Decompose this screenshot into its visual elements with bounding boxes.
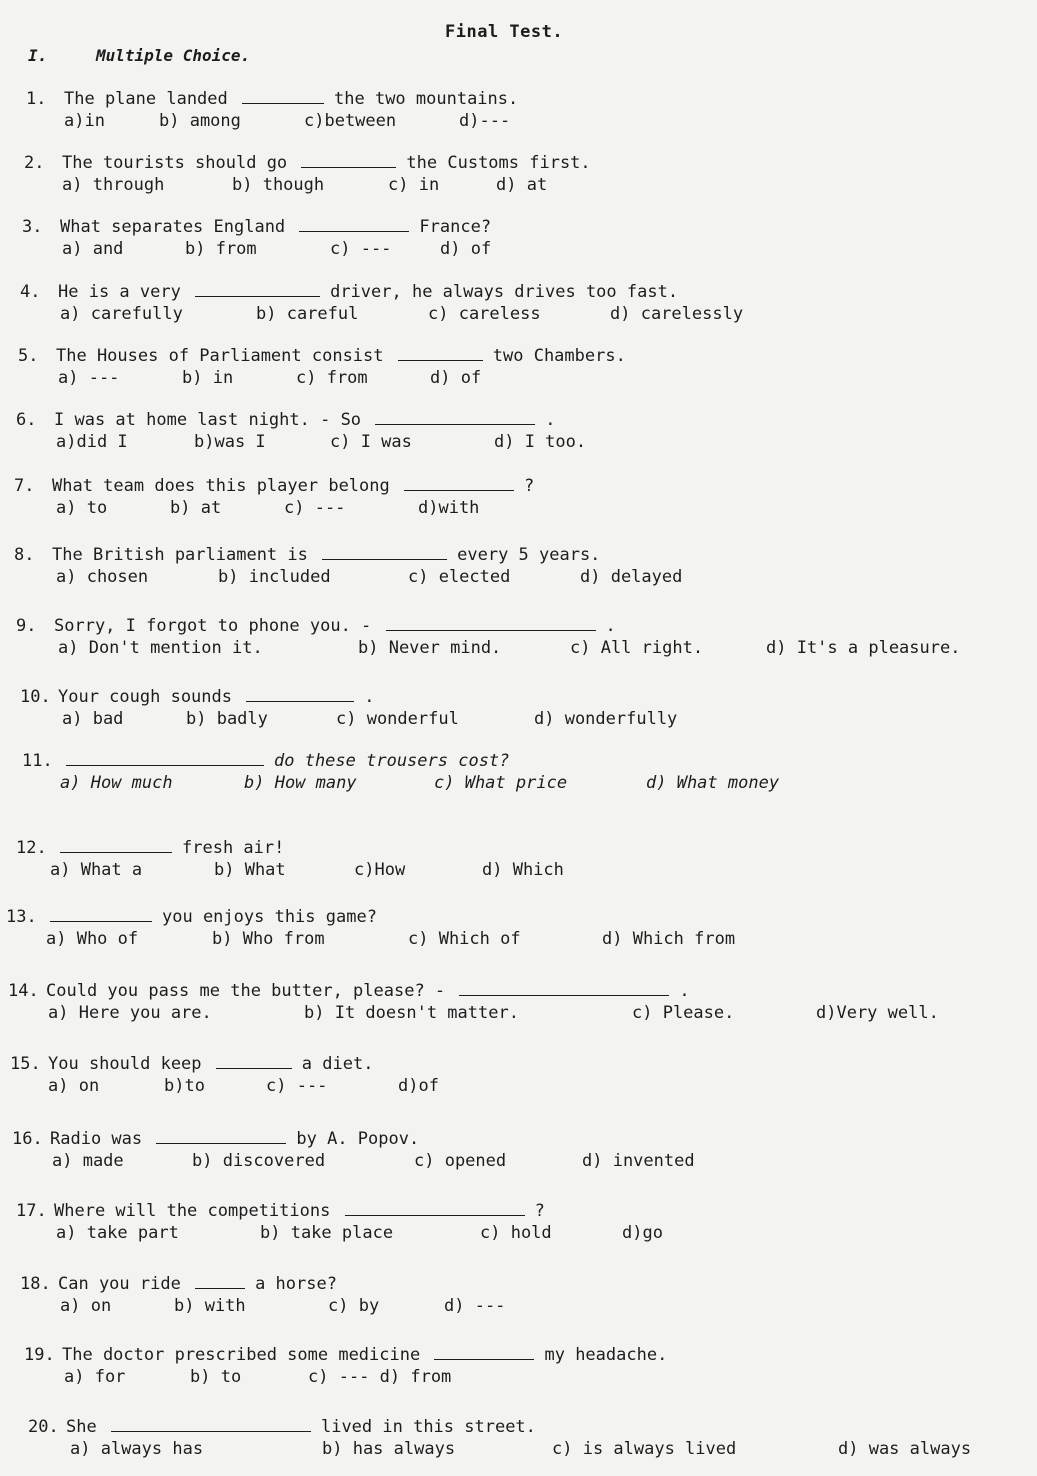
answer-option[interactable]: a) Don't mention it. [58,638,263,658]
answer-options [14,497,534,519]
question-text-before: The British parliament is [52,545,308,565]
answer-option[interactable]: b) discovered [192,1151,326,1171]
answer-option[interactable]: a) chosen [56,567,149,587]
question-text-after: you enjoys this game? [162,907,377,927]
answer-option[interactable]: b) from [185,239,257,259]
answer-options [16,431,587,453]
answer-option[interactable]: c) What price [434,773,568,793]
answer-options [20,303,744,325]
answer-option[interactable]: c) by [328,1296,380,1316]
question-number: 18. [20,1274,51,1294]
answer-option[interactable]: c) is always lived [552,1439,737,1459]
answer-options [16,859,564,881]
answer-option[interactable]: d) wonderfully [534,709,678,729]
answer-option[interactable]: c) elected [408,567,511,587]
question-text-before: You should keep [48,1054,202,1074]
answer-option[interactable]: b) Never mind. [358,638,502,658]
answer-options [16,1222,663,1244]
question-text-after: France? [419,217,492,237]
question-stem [14,544,600,566]
answer-blank[interactable] [156,1129,286,1144]
answer-option[interactable]: a) Who of [46,929,139,949]
question-item [16,409,587,453]
answer-option[interactable]: d) It's a pleasure. [766,638,961,658]
question-number: 10. [20,687,51,707]
answer-option[interactable]: d)Very well. [816,1003,939,1023]
answer-option[interactable]: c) opened [414,1151,507,1171]
answer-option[interactable]: d) delayed [580,567,683,587]
answer-option[interactable]: b) with [174,1296,246,1316]
answer-option[interactable]: d)with [418,498,480,518]
question-item [6,906,736,950]
question-number: 3. [22,217,43,237]
question-number: 9. [16,616,37,636]
answer-blank[interactable] [398,346,483,361]
question-item [20,1273,506,1317]
question-stem [8,980,690,1002]
question-number: 1. [26,89,47,109]
answer-option[interactable]: c)How [354,860,406,880]
answer-option[interactable]: d) invented [582,1151,695,1171]
answer-option[interactable]: c) --- [266,1076,328,1096]
answer-options [8,1002,939,1024]
answer-blank[interactable] [375,410,535,425]
question-number: 20. [28,1417,59,1437]
answer-option[interactable]: d) Which from [602,929,736,949]
question-stem [18,345,626,367]
question-number: 14. [8,981,39,1001]
answer-option[interactable]: c) Which of [408,929,521,949]
answer-option[interactable]: c)between [304,111,397,131]
answer-option[interactable]: a) to [56,498,108,518]
answer-options [14,566,683,588]
answer-option[interactable]: c) --- d) from [308,1367,452,1387]
section-heading [28,46,250,65]
answer-options [10,1075,439,1097]
answer-option[interactable]: d) at [496,175,548,195]
question-stem [16,837,284,859]
answer-option[interactable]: a) carefully [60,304,183,324]
question-item [20,686,678,730]
answer-option[interactable]: c) careless [428,304,541,324]
answer-blank[interactable] [246,687,354,702]
answer-option[interactable]: d) Which [482,860,564,880]
answer-options [22,238,491,260]
answer-option[interactable]: a) made [52,1151,124,1171]
answer-option[interactable]: a) --- [58,368,120,388]
answer-option[interactable]: a) for [64,1367,126,1387]
answer-option[interactable]: b) at [170,498,222,518]
answer-option[interactable]: b) has always [322,1439,456,1459]
answer-option[interactable]: d) --- [444,1296,506,1316]
answer-option[interactable]: d)--- [459,111,511,131]
question-text-after: a diet. [301,1054,374,1074]
question-item [10,1053,439,1097]
answer-blank[interactable] [345,1201,525,1216]
question-stem [24,1344,667,1366]
answer-blank[interactable] [434,1345,534,1360]
answer-option[interactable]: a) and [62,239,124,259]
answer-option[interactable]: d) of [440,239,492,259]
answer-option[interactable]: b) It doesn't matter. [304,1003,519,1023]
question-item [8,980,939,1024]
question-item [18,345,626,389]
question-text-after: the Customs first. [406,153,591,173]
question-text-after: . [679,981,690,1001]
question-text-after: do these trousers cost? [274,751,510,771]
answer-option[interactable]: a) What a [50,860,143,880]
question-item [22,750,780,794]
question-item [16,1200,663,1244]
question-number: 2. [24,153,45,173]
answer-option[interactable]: c) All right. [570,638,704,658]
question-text-after: ? [524,476,535,496]
answer-option[interactable]: d) I too. [494,432,587,452]
question-text-before: Where will the competitions [54,1201,331,1221]
question-item [16,615,961,659]
answer-option[interactable]: b)was I [194,432,266,452]
question-number: 11. [22,751,53,771]
question-item [26,88,518,132]
question-number: 5. [18,346,39,366]
question-text-before: The Houses of Parliament consist [56,346,384,366]
answer-option[interactable]: c) in [388,175,440,195]
question-stem [16,615,616,637]
answer-option[interactable]: b) though [232,175,325,195]
answer-option[interactable]: c) --- [330,239,392,259]
question-text-before: Radio was [50,1129,143,1149]
question-text-before: The tourists should go [62,153,288,173]
answer-blank[interactable] [299,217,409,232]
question-text-after: a horse? [255,1274,337,1294]
answer-option[interactable]: a) Here you are. [48,1003,212,1023]
question-number: 7. [14,476,35,496]
question-stem [16,1200,545,1222]
question-text-after: . [605,616,616,636]
answer-option[interactable]: b) in [182,368,234,388]
answer-blank[interactable] [459,981,669,996]
answer-option[interactable]: d)go [622,1223,663,1243]
answer-blank[interactable] [242,89,324,104]
question-item [28,1416,972,1460]
question-text-after: two Chambers. [492,346,626,366]
answer-option[interactable]: d) was always [838,1439,972,1459]
question-number: 16. [12,1129,43,1149]
answer-option[interactable]: b) What [214,860,286,880]
question-item [24,152,591,196]
question-stem [20,1273,337,1295]
answer-option[interactable]: c) wonderful [336,709,459,729]
answer-blank[interactable] [216,1054,292,1069]
answer-blank[interactable] [301,153,396,168]
question-text-before: Your cough sounds [58,687,232,707]
question-stem [22,216,491,238]
question-text-after: ? [534,1201,545,1221]
question-stem [24,152,591,174]
answer-options [24,174,591,196]
answer-blank[interactable] [404,476,514,491]
answer-blank[interactable] [60,838,172,853]
answer-options [6,928,736,950]
answer-option[interactable]: c) --- [284,498,346,518]
question-item [16,837,564,881]
question-text-before: The doctor prescribed some medicine [62,1345,421,1365]
answer-option[interactable]: d) What money [646,773,780,793]
question-stem [16,409,556,431]
section-name: Multiple Choice. [96,46,251,65]
question-text-after: every 5 years. [457,545,601,565]
answer-blank[interactable] [322,545,447,560]
answer-options [18,367,626,389]
answer-blank[interactable] [195,282,320,297]
question-text-after: . [364,687,375,707]
answer-option[interactable]: b)to [164,1076,205,1096]
answer-option[interactable]: b) Who from [212,929,325,949]
question-stem [6,906,377,928]
answer-option[interactable]: a) How much [60,773,173,793]
answer-option[interactable]: d) of [430,368,482,388]
answer-option[interactable]: a)did I [56,432,128,452]
question-text-before: What separates England [60,217,286,237]
answer-option[interactable]: b) to [190,1367,242,1387]
question-number: 6. [16,410,37,430]
question-text-after: fresh air! [182,838,285,858]
question-text-after: the two mountains. [334,89,519,109]
question-text-after: . [545,410,556,430]
answer-option[interactable]: a) take part [56,1223,179,1243]
answer-options [24,1366,667,1388]
answer-options [20,708,678,730]
answer-blank[interactable] [50,907,152,922]
question-item [20,281,744,325]
answer-blank[interactable] [111,1417,311,1432]
answer-option[interactable]: d)of [398,1076,439,1096]
answer-blank[interactable] [195,1274,245,1289]
question-stem [22,750,509,772]
answer-option[interactable]: b) take place [260,1223,394,1243]
question-stem [12,1128,419,1150]
question-text-after: driver, he always drives too fast. [330,282,679,302]
answer-options [20,1295,506,1317]
question-text-before: Sorry, I forgot to phone you. - [54,616,372,636]
answer-options [16,637,961,659]
answer-option[interactable]: d) carelessly [610,304,744,324]
question-text-before: She [66,1417,97,1437]
question-text-before: What team does this player belong [52,476,390,496]
answer-options [28,1438,972,1460]
answer-option[interactable]: b) among [159,111,241,131]
question-item [24,1344,667,1388]
question-stem [10,1053,373,1075]
question-text-before: The plane landed [64,89,228,109]
answer-option[interactable]: a) through [62,175,165,195]
question-text-before: I was at home last night. - So [54,410,362,430]
question-number: 13. [6,907,37,927]
question-text-before: Could you pass me the butter, please? - [46,981,446,1001]
answer-option[interactable]: b) included [218,567,331,587]
question-text-after: by A. Popov. [296,1129,420,1149]
question-item [22,216,491,260]
question-stem [20,281,678,303]
answer-option[interactable]: a) bad [62,709,124,729]
answer-option[interactable]: a) always has [70,1439,204,1459]
page-title: Final Test. [445,22,564,42]
answer-option[interactable]: b) careful [256,304,359,324]
answer-option[interactable]: c) I was [330,432,412,452]
question-text-before: Can you ride [58,1274,181,1294]
answer-option[interactable]: c) from [296,368,368,388]
question-number: 15. [10,1054,41,1074]
question-number: 12. [16,838,47,858]
answer-option[interactable]: a) on [60,1296,112,1316]
answer-option[interactable]: a)in [64,111,105,131]
answer-option[interactable]: a) on [48,1076,100,1096]
question-text-after: lived in this street. [320,1417,536,1437]
question-number: 8. [14,545,35,565]
question-number: 17. [16,1201,47,1221]
question-text-after: my headache. [544,1345,668,1365]
question-stem [28,1416,536,1438]
question-stem [20,686,375,708]
answer-options [26,110,518,132]
question-item [14,475,534,519]
answer-option[interactable]: b) badly [186,709,268,729]
answer-option[interactable]: b) How many [244,773,357,793]
question-text-before: He is a very [58,282,181,302]
answer-option[interactable]: c) Please. [632,1003,735,1023]
answer-option[interactable]: c) hold [480,1223,552,1243]
question-stem [26,88,518,110]
answer-blank[interactable] [66,751,264,766]
question-number: 19. [24,1345,55,1365]
question-number: 4. [20,282,41,302]
answer-blank[interactable] [386,616,596,631]
question-item [12,1128,695,1172]
answer-options [12,1150,695,1172]
answer-options [22,772,780,794]
question-stem [14,475,534,497]
question-item [14,544,683,588]
section-number: I. [28,46,48,65]
